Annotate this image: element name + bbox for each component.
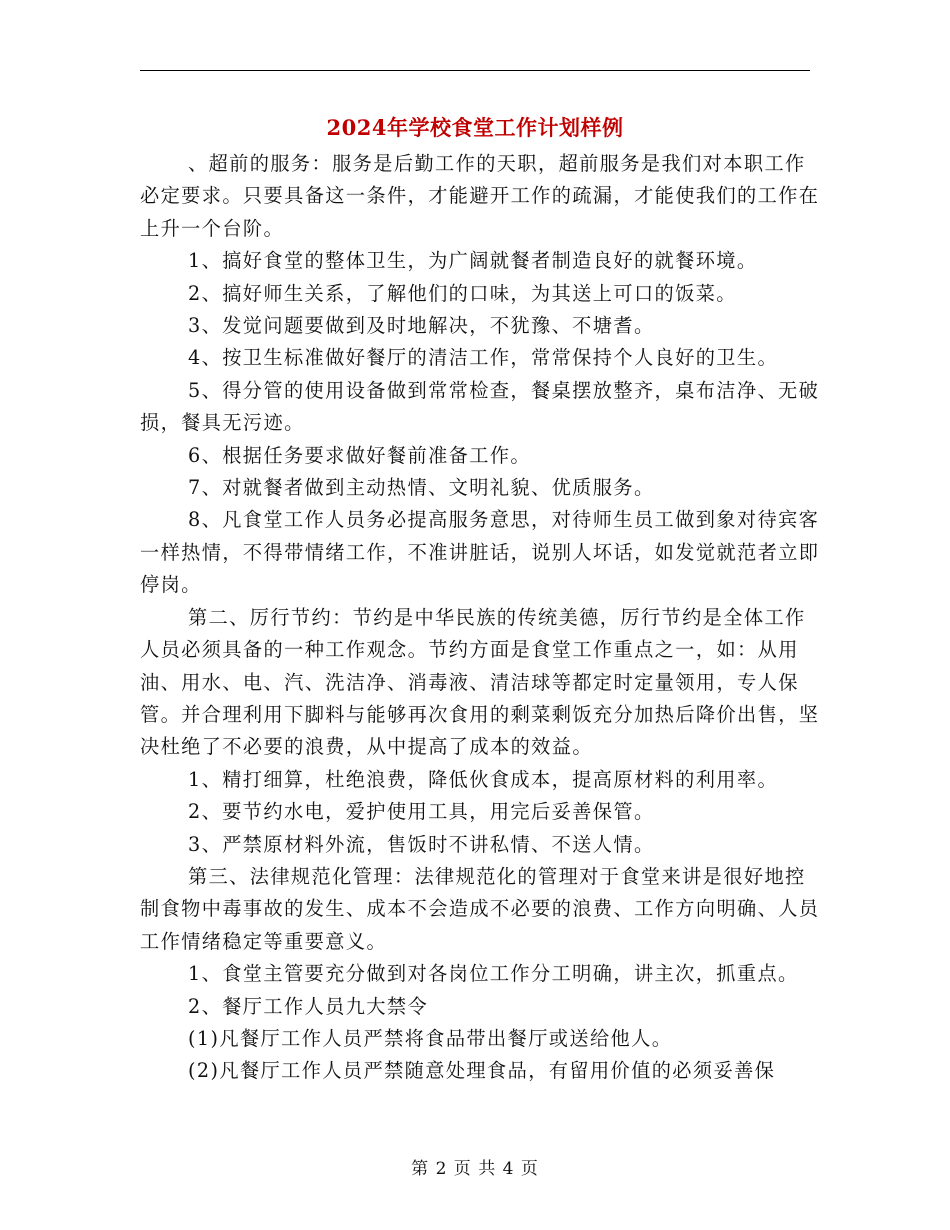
list-item: 2、要节约水电，爱护使用工具，用完后妥善保管。 — [188, 800, 655, 824]
list-item: 7、对就餐者做到主动热情、文明礼貌、优质服务。 — [188, 476, 655, 500]
list-item: 3、发觉问题要做到及时地解决，不犹豫、不塘耆。 — [188, 314, 655, 338]
paragraph-economy: 第二、厉行节约：节约是中华民族的传统美德，厉行节约是全体工作人员必须具备的一种工作观念。节约方面是食堂工作重点之一，如：从用油、用水、电、汽、洗洁净、消毒液、清洁球等都定时定量领用，专人保管。并合理利用下脚料与能够再次食用的剩菜剩饭充分加热后降价出售，坚决杜绝了不必要的浪费，从中提高了成本的效益。 — [140, 605, 820, 759]
list-item: 1、搞好食堂的整体卫生，为广阔就餐者制造良好的就餐环境。 — [188, 249, 758, 273]
header-rule — [140, 70, 810, 71]
list-item: 2、搞好师生关系，了解他们的口味，为其送上可口的饭菜。 — [188, 281, 737, 305]
page-number-footer: 第 2 页 共 4 页 — [411, 1159, 539, 1179]
list-item: 1、精打细算，杜绝浪费，降低伙食成本，提高原材料的利用率。 — [188, 767, 779, 791]
list-item: 4、按卫生标准做好餐厅的清洁工作，常常保持个人良好的卫生。 — [188, 346, 779, 370]
list-item: 6、根据任务要求做好餐前准备工作。 — [188, 443, 532, 467]
list-item: 5、得分管的使用设备做到常常检查，餐桌摆放整齐，桌布洁净、无破损，餐具无污迹。 — [140, 378, 820, 435]
document-title: 2024年学校食堂工作计划样例 — [326, 115, 624, 140]
paragraph-advance-service: 、超前的服务：服务是后勤工作的天职，超前服务是我们对本职工作必定要求。只要具备这一条件，才能避开工作的疏漏，才能使我们的工作在上升一个台阶。 — [140, 152, 820, 240]
list-item: 1、食堂主管要充分做到对各岗位工作分工明确，讲主次，抓重点。 — [188, 962, 799, 986]
list-item: 2、餐厅工作人员九大禁令 — [188, 994, 429, 1018]
list-item: (1)凡餐厅工作人员严禁将食品带出餐厅或送给他人。 — [188, 1026, 673, 1050]
list-item: (2)凡餐厅工作人员严禁随意处理食品，有留用价值的必须妥善保 — [188, 1059, 776, 1083]
list-item: 8、凡食堂工作人员务必提高服务意思，对待师生员工做到象对待宾客一样热情，不得带情绪工作，不准讲脏话，说别人坏话，如发觉就范者立即停岗。 — [140, 508, 820, 597]
paragraph-legal-management: 第三、法律规范化管理：法律规范化的管理对于食堂来讲是很好地控制食物中毒事故的发生、成本不会造成不必要的浪费、工作方向明确、人员工作情绪稳定等重要意义。 — [140, 864, 820, 953]
list-item: 3、严禁原材料外流，售饭时不讲私情、不送人情。 — [188, 832, 655, 856]
document-body — [140, 148, 820, 1088]
